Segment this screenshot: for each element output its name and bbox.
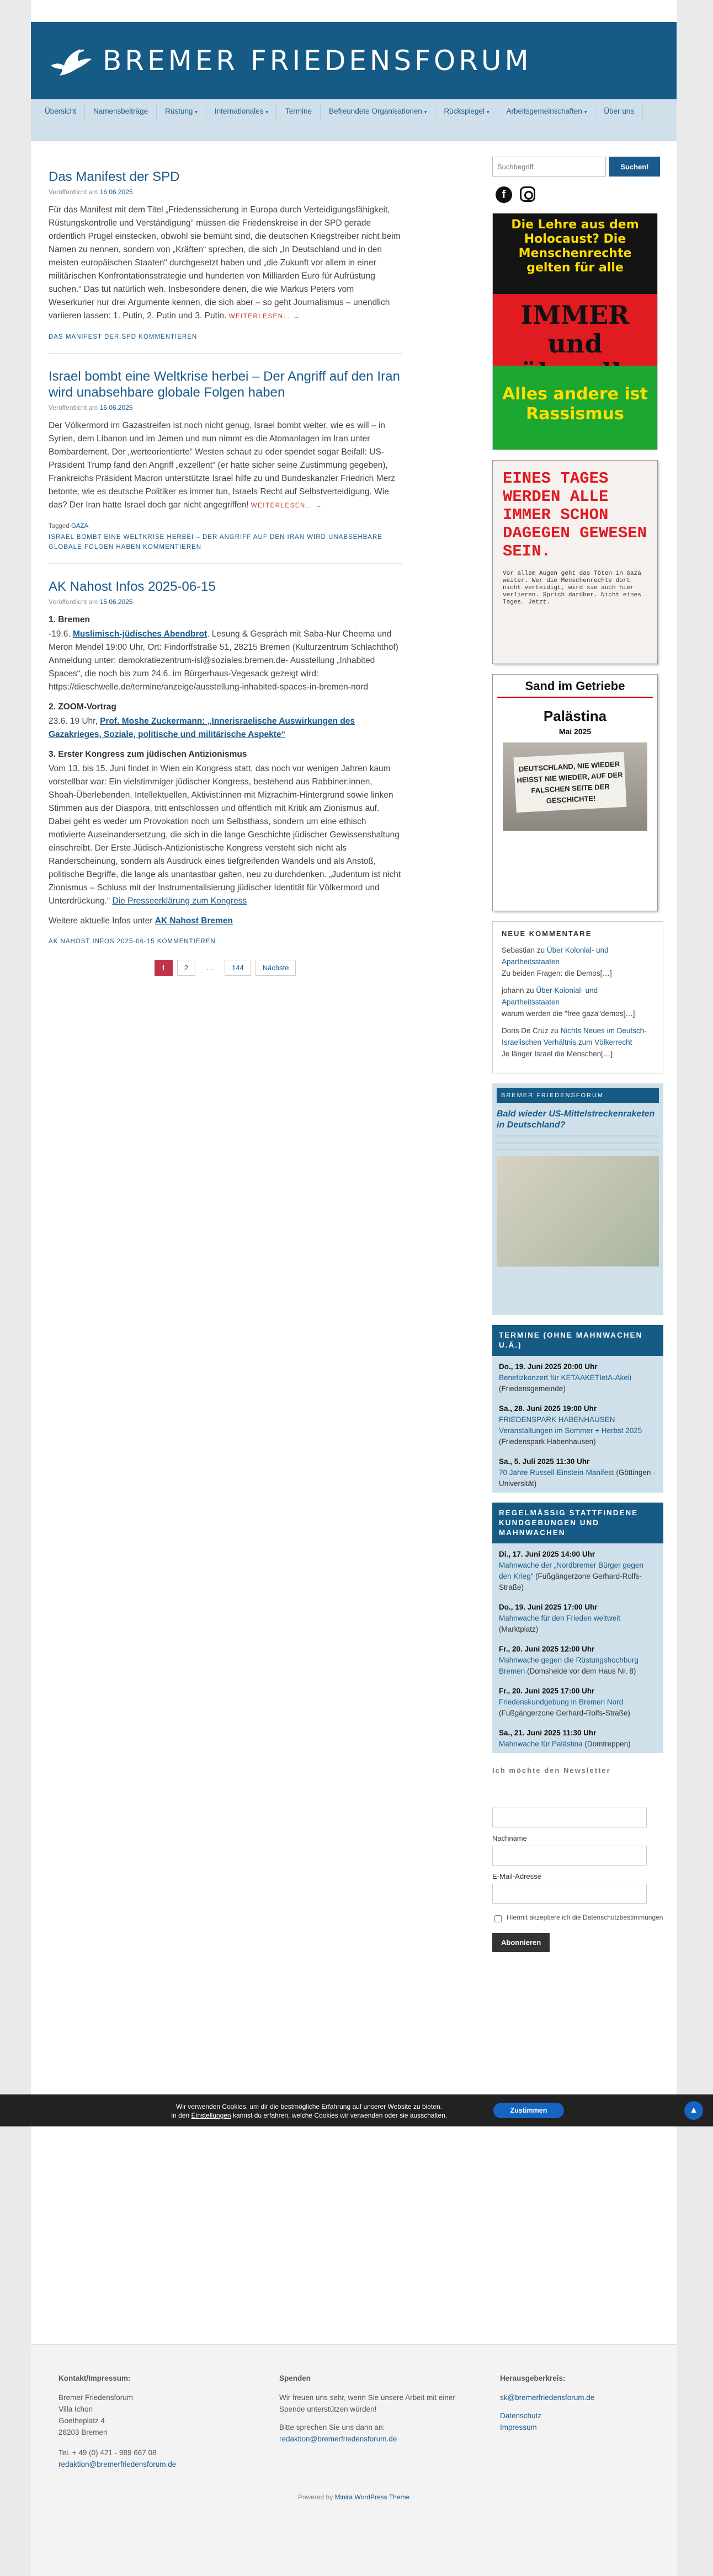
comment-item [502, 944, 654, 979]
page-2[interactable]: 2 [177, 960, 195, 976]
footer-spenden [279, 2372, 478, 2445]
poster-photo [503, 742, 647, 831]
comment-item [502, 985, 654, 1019]
main-navigation [31, 99, 677, 141]
nav-item[interactable] [36, 103, 85, 121]
banner-line-3: Alles andere ist Rassismus [493, 366, 657, 450]
email-label: E-Mail-Adresse [492, 1872, 541, 1880]
event-place: (Friedenspark Habenhausen) [499, 1437, 596, 1446]
event-link[interactable]: 70 Jahre Russell-Einstein-Manifest [499, 1468, 614, 1477]
banner-line-2: IMMER und [493, 294, 657, 366]
email-field[interactable] [492, 1884, 647, 1904]
event-link[interactable]: Friedenskundgebung in Bremen Nord [499, 1698, 624, 1706]
footer-herausgeber [500, 2372, 666, 2433]
widget-heading: REGELMÄSSIG STATTFINDENE KUNDGEBUNGEN UND MAHNWACHEN [492, 1503, 663, 1543]
flyer-header: BREMER FRIEDENSFORUM [497, 1088, 659, 1103]
address-line: 28203 Bremen [58, 2428, 108, 2436]
comment-post-link[interactable]: Über Kolonial- und Apartheitsstaaten [502, 986, 598, 1006]
cookie-banner [0, 2094, 713, 2126]
widget-heading: NEUE KOMMENTARE [502, 929, 592, 938]
footer-heading: Herausgeberkreis: [500, 2374, 566, 2382]
poster-title: Sand im Getriebe [497, 679, 653, 698]
poster-subtitle: Palästina [543, 708, 607, 724]
event-date: Fr., 20. Juni 2025 12:00 Uhr [499, 1645, 595, 1653]
event-item [492, 1398, 663, 1451]
cookie-line-1: Wir verwenden Cookies, um dir die bestmögliche Erfahrung auf unserer Website zu bieten. [175, 2103, 442, 2110]
spenden-text: Wir freuen uns sehr, wenn Sie unsere Arbeit mit einer Spende unterstützen würden! [279, 2393, 455, 2413]
powered-by [31, 2493, 677, 2501]
post-meta [49, 598, 402, 606]
post-title[interactable]: AK Nahost Infos 2025-06-15 [49, 579, 216, 594]
page-last[interactable]: 144 [225, 960, 251, 976]
comment-on: zu [526, 986, 534, 995]
event-link[interactable]: Mahnwache gegen die Rüstungshochburg Bremen [499, 1656, 638, 1675]
sidebar [492, 157, 663, 1952]
address-line: Goetheplatz 4 [58, 2417, 105, 2425]
nav-item-label: Rückspiegel [444, 107, 485, 115]
event-date: Do., 19. Juni 2025 17:00 Uhr [499, 1603, 598, 1611]
section-heading [49, 613, 402, 627]
meta-prefix: Veröffentlicht am [49, 188, 98, 196]
nav-item-label: Übersicht [45, 107, 77, 115]
event-item [492, 1543, 663, 1596]
sand-im-getriebe-poster[interactable] [492, 674, 658, 911]
instagram-icon[interactable] [520, 186, 535, 202]
ak-nahost-link[interactable]: AK Nahost Bremen [155, 916, 233, 926]
nav-item[interactable] [595, 103, 643, 121]
tag-link[interactable]: GAZA [71, 523, 89, 530]
section-3-body: Vom 13. bis 15. Juni findet in Wien ein Kongress statt, das noch vor wenigen Jahren kaum vorstellbar war: Ein vielstimmiger jüdischer Kongress, bestehend aus Rabbiner:innen, Shoah-Überlebenden, Intellektuellen, Aktivist:innen mit Mizrachim-Hintergrund sowie linken Stimmen aus der Diaspora, tritt entschlossen und öffentlich mit Kritik am Zionismus auf. Dabei geht es weder um Provokation noch um Selbsthass, sondern um eine ethisch motivierte Auseinandersetzung, die sich in die lange Geschichte jüdischer Gewissenshaltung einschreibt. Der Erste Jüdisch-Antizionistische Kongress versteht sich nicht als Randerscheinung, sondern als Ausdruck eines tiefgreifenden Wandels und als Anstoß, politische Begriffe, die lange als unantastbar galten, neu zu durchdenken. „Judentum ist nicht Zionismus – Schluss mit der Instrumentalisierung jüdischer Identität für Völkermord und Unterdrückung.“ [49, 764, 401, 906]
footer-phone: Tel. + 49 (0) 421 - 989 667 08 [58, 2449, 157, 2457]
nav-item[interactable] [85, 103, 157, 121]
post-meta [49, 404, 402, 411]
meta-prefix: Veröffentlicht am [49, 598, 98, 606]
post-israel-iran [49, 368, 402, 552]
tag-prefix: Tagged [49, 523, 70, 530]
subscribe-button[interactable]: Abonnieren [492, 1933, 550, 1952]
event-item [492, 1722, 663, 1753]
nav-item-label: Rüstung [165, 107, 193, 115]
event-place: (Domsheide vor dem Haus Nr. 8) [527, 1667, 636, 1675]
event-place: (Göttingen - Universität) [499, 1468, 656, 1488]
comment-author: Sebastian [502, 946, 535, 954]
back-to-top-icon[interactable]: ▲ [684, 2101, 703, 2120]
address-line: Villa Ichon [58, 2405, 93, 2413]
post-tags [49, 521, 402, 531]
first-name-field[interactable] [492, 1808, 647, 1827]
site-title[interactable]: BREMER FRIEDENSFORUM [103, 45, 532, 77]
human-rights-banner[interactable] [492, 213, 658, 450]
comment-item [502, 1025, 654, 1060]
outro-prefix: Weitere aktuelle Infos unter [49, 916, 153, 926]
caret-down-icon: ▾ [584, 109, 587, 115]
spenden-text-2: Bitte sprechen Sie uns dann an: [279, 2423, 385, 2431]
termine-widget [492, 1325, 663, 1493]
meta-prefix: Veröffentlicht am [49, 404, 98, 411]
event-date: Sa., 28. Juni 2025 19:00 Uhr [499, 1404, 597, 1413]
flyer-text-line [497, 1148, 659, 1151]
event-item [492, 1451, 663, 1493]
event-link[interactable]: FRIEDENSPARK HABENHAUSEN Veranstaltungen im Sommer + Herbst 2025 [499, 1415, 642, 1435]
read-more-link[interactable]: WEITERLESEN… → [228, 313, 301, 320]
event-link[interactable]: Benefizkonzert für KETAAKETIetA-Akeli [499, 1373, 631, 1382]
post-date[interactable]: 16.06.2025 [99, 404, 133, 411]
divider [49, 563, 402, 564]
recent-comments-widget [492, 921, 663, 1073]
site-header [31, 22, 677, 99]
event-item [492, 1680, 663, 1722]
page-1[interactable]: 1 [155, 960, 173, 976]
comment-link[interactable]: DAS MANIFEST DER SPD KOMMENTIEREN [49, 334, 198, 340]
site-footer [31, 2344, 677, 2576]
nav-item-label: Termine [285, 107, 312, 115]
comment-link[interactable]: AK NAHOST INFOS 2025-06-15 KOMMENTIEREN [49, 938, 216, 945]
caret-down-icon: ▾ [265, 109, 269, 115]
section-1-text [49, 628, 402, 694]
comment-excerpt: Je länger Israel die Menschen[…] [502, 1050, 613, 1058]
outro [49, 915, 402, 928]
nav-item[interactable] [157, 103, 206, 121]
comment-on: zu [536, 946, 545, 954]
widget-heading: TERMINE (OHNE MAHNWACHEN U.Ä.) [492, 1325, 663, 1356]
flyer-text-line [497, 1135, 659, 1137]
post-ak-nahost [49, 579, 402, 947]
theme-link[interactable]: Minira WordPress Theme [334, 2493, 410, 2501]
event-link[interactable]: Mahnwache der „Nordbremer Bürger gegen den Krieg“ [499, 1561, 643, 1580]
event-date: Fr., 20. Juni 2025 17:00 Uhr [499, 1687, 595, 1695]
search-button[interactable]: Suchen! [609, 157, 660, 177]
nav-item[interactable] [435, 103, 498, 121]
nav-item[interactable] [206, 103, 277, 121]
caret-down-icon: ▾ [195, 109, 198, 115]
section-1-body: . Lesung & Gespräch mit Saba-Nur Cheema und Meron Mendel 19:00 Uhr, Ort: Findorffstraße 51, 28215 Bremen (Kulturzentrum Schlachthof) Anmeldung unter: demokratiezentrum-isl@soziales.bremen.de- Ausstellung „Inhabited Spaces“, die noch bis zum 24.6. im Bürgerhaus-Vegesack gezeigt wird: https://dieschwelle.de/termine/anzeige/ausstellung-inhabited-spaces-in-bremen-nord [49, 629, 398, 692]
nav-item[interactable] [498, 103, 596, 121]
section-2-text [49, 715, 402, 741]
post-spd-manifest [49, 169, 402, 342]
cookie-text [138, 2102, 480, 2120]
cookie-settings-link[interactable]: Einstellungen [191, 2112, 231, 2119]
section-3-heading: 3. Erster Kongress zum jüdischen Antizionismus [49, 750, 247, 759]
event-place: (Marktplatz) [499, 1625, 539, 1633]
caret-down-icon: ▾ [424, 109, 427, 115]
caret-down-icon: ▾ [486, 109, 489, 115]
event-item [492, 1638, 663, 1680]
event-place: (Fußgängerzone Gerhard-Rolfs-Straße) [499, 1709, 630, 1717]
comment-post-link[interactable]: Über Kolonial- und Apartheitsstaaten [502, 946, 609, 966]
consent-text: Hiermit akzeptiere ich die Datenschutzbestimmungen [507, 1914, 663, 1921]
comment-post-link[interactable]: Nichts Neues im Deutsch-Israelischen Verhältnis zum Völkerrecht [502, 1027, 647, 1046]
footer-heading: Kontakt/Impressum: [58, 2374, 131, 2382]
zuckermann-link[interactable]: Prof. Moshe Zuckermann: „Innerisraelische Auswirkungen des Gazakrieges, Soziale, politische und militärische Aspekte“ [49, 717, 355, 739]
post-title[interactable]: Das Manifest der SPD [49, 169, 180, 184]
section-heading [49, 701, 402, 714]
cookie-pre: In den [171, 2112, 190, 2119]
event-date: Sa., 21. Juni 2025 11:30 Uhr [499, 1729, 597, 1737]
nav-item-label: Über uns [604, 107, 635, 115]
nav-item-label: Befreundete Organisationen [329, 107, 422, 115]
cookie-post: kannst du erfahren, welche Cookies wir verwenden oder sie ausschalten. [232, 2112, 448, 2119]
nav-item-label: Internationales [214, 107, 264, 115]
herausgeber-email-link[interactable]: sk@bremerfriedensforum.de [500, 2393, 595, 2402]
event-link[interactable]: Mahnwache für Palästina [499, 1740, 583, 1748]
social-links [496, 186, 663, 203]
event-item [492, 1596, 663, 1638]
powered-prefix: Powered by [297, 2493, 333, 2501]
protest-sign: DEUTSCHLAND, NIE WIEDER HEISST NIE WIEDER, AUF DER FALSCHEN SEITE DER GESCHICHTE! [514, 752, 627, 813]
event-item [492, 1356, 663, 1398]
last-name-label: Nachname [492, 1834, 527, 1842]
read-more-link[interactable]: WEITERLESEN… → [251, 503, 323, 509]
cookie-line-2 [138, 2111, 480, 2120]
post-excerpt-text: Für das Manifest mit dem Titel „Friedenssicherung in Europa durch Verteidigungsfähigkeit, Rüstungskontrolle und Verständigung“ müssen die Friedenskreise in der SPD gerade ordentlich Prügel einstecken, obwohl sie bemüht sind, die deutschen Kriegstreiber nicht beim Namen zu nennen, sondern von „Kräften“ sprechen, die sich „In Deutschland und in den meisten europäischen Staaten“ durchgesetzt haben und „die Zukunft vor allem in einer militärischen Konfrontationsstrategie und hunderten von Milliarden Euro für Aufrüstung suchen.“ Das tut natürlich weh. Insbesondere denen, die wie Markus Peters vom Weserkurier nur drei Argumente kennen, die sich aber – so geht Journalismus – unendlich variieren lassen: 1. Putin, 2. Putin und 3. Putin. [49, 205, 401, 320]
search-input[interactable] [492, 157, 606, 177]
flyer-question: Bald wieder US-Mittelstreckenraketen in Deutschland? [497, 1109, 655, 1130]
flyer-text-line [497, 1142, 659, 1144]
nav-item[interactable] [321, 103, 435, 121]
comment-excerpt: warum werden die "free gaza"demos[…] [502, 1009, 635, 1018]
mittelstreckenraketen-flyer[interactable] [492, 1083, 663, 1315]
post-meta [49, 188, 402, 196]
facebook-icon[interactable]: f [496, 186, 512, 203]
event-date: Sa., 5. Juli 2025 11:30 Uhr [499, 1457, 590, 1466]
section-1-prefix: -19.6. [49, 629, 71, 639]
newsletter-heading: Ich möchte den Newsletter [492, 1766, 611, 1775]
nav-item[interactable] [277, 103, 321, 121]
event-place: (Friedensgemeinde) [499, 1385, 566, 1393]
eines-tages-poster[interactable] [492, 460, 658, 664]
abendbrot-link[interactable]: Muslimisch-jüdisches Abendbrot [72, 629, 207, 639]
post-date[interactable]: 16.06.2025 [99, 188, 133, 196]
event-date: Do., 19. Juni 2025 20:00 Uhr [499, 1362, 598, 1371]
section-1-heading: 1. Bremen [49, 615, 90, 624]
section-2-prefix: 23.6. 19 Uhr, [49, 717, 98, 726]
post-excerpt [49, 204, 402, 323]
divider [49, 353, 402, 354]
section-3-text [49, 762, 402, 908]
footer-email-link[interactable]: redaktion@bremerfriedensforum.de [58, 2460, 177, 2468]
event-link[interactable]: Mahnwache für den Frieden weltweit [499, 1614, 620, 1622]
page [31, 0, 677, 2576]
banner-line-1: Die Lehre aus dem Holocaust? Die Menschenrechte gelten für alle [493, 213, 657, 294]
dove-logo-icon[interactable] [47, 41, 93, 80]
comment-author: johann [502, 986, 524, 995]
comment-author: Doris De Cruz [502, 1027, 549, 1035]
footer-heading: Spenden [279, 2374, 311, 2382]
footer-kontakt [58, 2372, 224, 2470]
main-content [49, 160, 402, 976]
poster-text: Vor allem Augen geht das Töten in Gaza weiter. Wer die Menschenrechte dort nicht verteidigt, wird sie auch hier verlieren. Sprich darüber. Nicht eines Tages. Jetzt. [503, 570, 641, 606]
comment-excerpt: Zu beiden Fragen: die Demos[…] [502, 969, 612, 977]
cookie-accept-button[interactable]: Zustimmen [493, 2103, 564, 2118]
datenschutz-link[interactable]: Datenschutz [500, 2412, 542, 2420]
event-place: (Fußgängerzone Gerhard-Rolfs-Straße) [499, 1572, 642, 1591]
last-name-field[interactable] [492, 1846, 647, 1866]
comment-link[interactable]: ISRAEL BOMBT EINE WELTKRISE HERBEI – DER ANGRIFF AUF DEN IRAN WIRD UNABSEHBARE GLOBALE FOLGEN HABEN KOMMENTIEREN [49, 534, 382, 551]
newsletter-form [492, 1766, 663, 1952]
consent-row [492, 1914, 663, 1924]
pagination [49, 960, 402, 976]
comment-on: zu [550, 1027, 558, 1035]
regular-events-widget [492, 1503, 663, 1753]
post-excerpt-text: Der Völkermord im Gazastreifen ist noch nicht genug. Israel bombt weiter, wie es will – in Syrien, dem Libanon und im Jemen und nun nimmt es die Atomanlagen im Iran unter Bombardement. Der „werteorientierte“ Westen schaut zu oder spendet sogar Beifall: US-Präsident Trump fand den Angriff „exzellent“ (er hatte sicher seine Zustimmung gegeben), Frankreichs Präsident Macron unterstützte Israel hilfe zu und Bundeskanzler Friedrich Merz betonte, wie es deutsche Politiker es immer tun, Israels Recht auf Selbstverteidigung. Wie das? Der Iran hatte Israel doch gar nicht angegriffen! [49, 421, 396, 510]
poster-headline: EINES TAGES WERDEN ALLE IMMER SCHON DAGEGEN GEWESEN SEIN. [503, 469, 647, 560]
search-form [492, 157, 663, 177]
section-heading [49, 748, 402, 761]
next-page-button[interactable]: Nächste [256, 960, 296, 976]
section-2-heading: 2. ZOOM-Vortrag [49, 702, 116, 712]
event-date: Di., 17. Juni 2025 14:00 Uhr [499, 1550, 595, 1558]
event-place: (Domtreppen) [584, 1740, 631, 1748]
nav-item-label: Arbeitsgemeinschaften [506, 107, 582, 115]
press-release-link[interactable]: Die Presseerklärung zum Kongress [112, 896, 247, 906]
nav-item-label: Namensbeiträge [93, 107, 148, 115]
post-excerpt [49, 419, 402, 512]
flyer-map [497, 1156, 659, 1266]
page-ellipsis: … [206, 963, 214, 971]
impressum-link[interactable]: Impressum [500, 2423, 537, 2431]
post-date[interactable]: 15.06.2025 [99, 598, 133, 606]
consent-checkbox[interactable] [494, 1915, 502, 1922]
address-line: Bremer Friedensforum [58, 2393, 134, 2402]
poster-month: Mai 2025 [558, 727, 592, 736]
post-title[interactable]: Israel bombt eine Weltkrise herbei – Der Angriff auf den Iran wird unabsehbare globale Folgen haben [49, 369, 400, 400]
spenden-email-link[interactable]: redaktion@bremerfriedensforum.de [279, 2435, 397, 2443]
